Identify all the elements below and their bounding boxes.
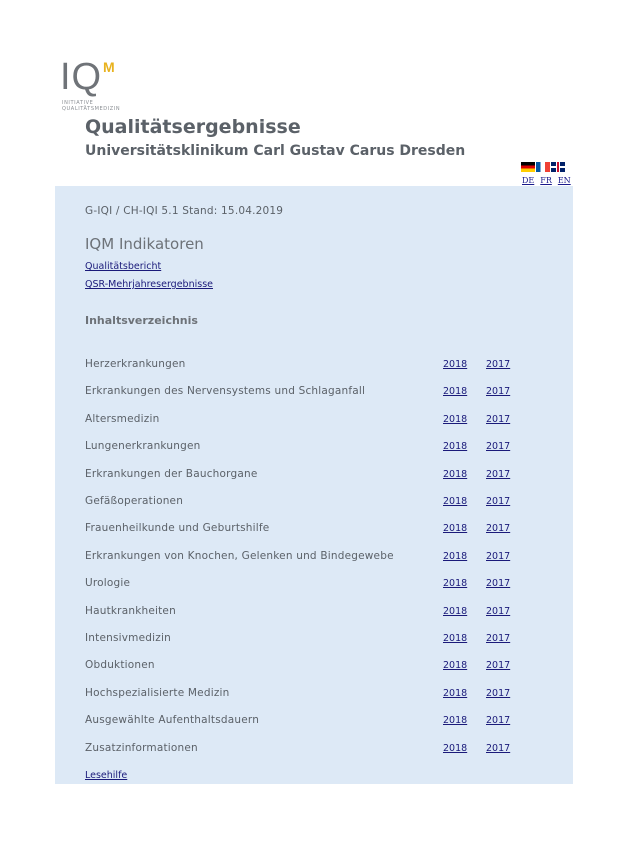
qualitaetsbericht-link[interactable]: Qualitätsbericht: [85, 261, 162, 272]
toc-link-2017[interactable]: 2017: [486, 468, 511, 480]
toc-heading: Inhaltsverzeichnis: [85, 314, 198, 327]
toc-row-label: Obduktionen: [85, 659, 155, 672]
uk-flag-icon[interactable]: [551, 162, 565, 172]
page-subtitle: Universitätsklinikum Carl Gustav Carus Dresden: [85, 143, 466, 159]
toc-row-label: Herzerkrankungen: [85, 358, 186, 370]
logo-tagline-line-2: QUALITÄTSMEDIZIN: [62, 106, 121, 112]
toc-row-label: Hautkrankheiten: [85, 604, 176, 617]
toc-link-2017[interactable]: 2017: [486, 550, 511, 562]
toc-row-label: Erkrankungen der Bauchorgane: [85, 467, 258, 480]
toc-link-2017[interactable]: 2017: [486, 359, 511, 370]
toc-link-2018[interactable]: 2018: [443, 660, 468, 672]
language-switcher: [521, 162, 571, 185]
logo-superscript: M: [103, 59, 115, 75]
toc-link-2018[interactable]: 2018: [443, 441, 468, 453]
logo-wordmark: IQ: [60, 56, 103, 98]
toc-row: [85, 495, 525, 511]
toc-row: [85, 385, 525, 401]
toc-row-label: Altersmedizin: [85, 412, 160, 425]
toc-row-label: Frauenheilkunde und Geburtshilfe: [85, 522, 270, 535]
page-title: Qualitätsergebnisse: [85, 116, 301, 138]
toc-link-2017[interactable]: 2017: [486, 523, 511, 535]
toc-row: [85, 440, 525, 456]
toc-row: [85, 358, 525, 374]
toc-row: [85, 468, 525, 484]
toc-link-2018[interactable]: 2018: [443, 523, 468, 535]
toc-link-2018[interactable]: 2018: [443, 496, 468, 507]
lang-link-fr[interactable]: FR: [540, 176, 552, 185]
toc-row-label: Gefäßoperationen: [85, 495, 184, 507]
toc-row: [85, 632, 525, 648]
toc-link-2018[interactable]: 2018: [443, 359, 468, 370]
lang-link-de[interactable]: DE: [522, 176, 535, 185]
iqm-logo: [60, 58, 140, 114]
toc-row-label: Ausgewählte Aufenthaltsdauern: [85, 714, 260, 727]
toc-row: [85, 714, 525, 730]
toc-link-2018[interactable]: 2018: [443, 413, 468, 425]
qsr-link[interactable]: QSR-Mehrjahresergebnisse: [85, 279, 213, 290]
logo-tagline: [62, 100, 120, 112]
toc-row-label: Lungenerkrankungen: [85, 440, 201, 453]
toc-link-2018[interactable]: 2018: [443, 633, 468, 644]
lesehilfe-link[interactable]: Lesehilfe: [85, 770, 128, 781]
toc-row-label: Erkrankungen des Nervensystems und Schlaganfall: [85, 385, 366, 398]
logo-tagline-line-1: INITIATIVE: [62, 100, 94, 106]
toc-row-label: Hochspezialisierte Medizin: [85, 686, 230, 699]
toc-row: [85, 605, 525, 621]
toc-row: [85, 577, 525, 593]
germany-flag-icon[interactable]: [521, 162, 535, 172]
toc-link-2017[interactable]: 2017: [486, 715, 511, 727]
toc-link-2017[interactable]: 2017: [486, 441, 511, 453]
toc-row: [85, 659, 525, 675]
toc-link-2018[interactable]: 2018: [443, 550, 468, 562]
toc-link-2018[interactable]: 2018: [443, 687, 468, 699]
toc-row-label: Erkrankungen von Knochen, Gelenken und Bindegewebe: [85, 549, 394, 562]
toc-link-2018[interactable]: 2018: [443, 468, 468, 480]
toc-link-2018[interactable]: 2018: [443, 742, 468, 754]
toc-link-2018[interactable]: 2018: [443, 715, 468, 727]
toc-row: [85, 550, 525, 566]
version-stand: G-IQI / CH-IQI 5.1 Stand: 15.04.2019: [85, 205, 284, 217]
toc-link-2017[interactable]: 2017: [486, 496, 511, 507]
toc-link-2017[interactable]: 2017: [486, 687, 511, 699]
toc-link-2017[interactable]: 2017: [486, 386, 511, 398]
toc-link-2018[interactable]: 2018: [443, 605, 468, 617]
toc-row: [85, 687, 525, 703]
toc-link-2018[interactable]: 2018: [443, 386, 468, 398]
france-flag-icon[interactable]: [536, 162, 550, 172]
toc-row-label: Urologie: [85, 577, 131, 590]
toc-link-2017[interactable]: 2017: [486, 742, 511, 754]
toc-row: [85, 742, 525, 758]
toc-link-2017[interactable]: 2017: [486, 605, 511, 617]
toc-row-label: Zusatzinformationen: [85, 741, 198, 754]
toc-link-2018[interactable]: 2018: [443, 578, 468, 590]
toc-row-label: Intensivmedizin: [85, 632, 171, 644]
lang-link-en[interactable]: EN: [557, 176, 571, 185]
toc-row: [85, 413, 525, 429]
toc-link-2017[interactable]: 2017: [486, 633, 511, 644]
toc-link-2017[interactable]: 2017: [486, 660, 511, 672]
toc-link-2017[interactable]: 2017: [486, 413, 511, 425]
toc-link-2017[interactable]: 2017: [486, 578, 511, 590]
indicators-heading: IQM Indikatoren: [85, 235, 204, 253]
toc-row: [85, 522, 525, 538]
